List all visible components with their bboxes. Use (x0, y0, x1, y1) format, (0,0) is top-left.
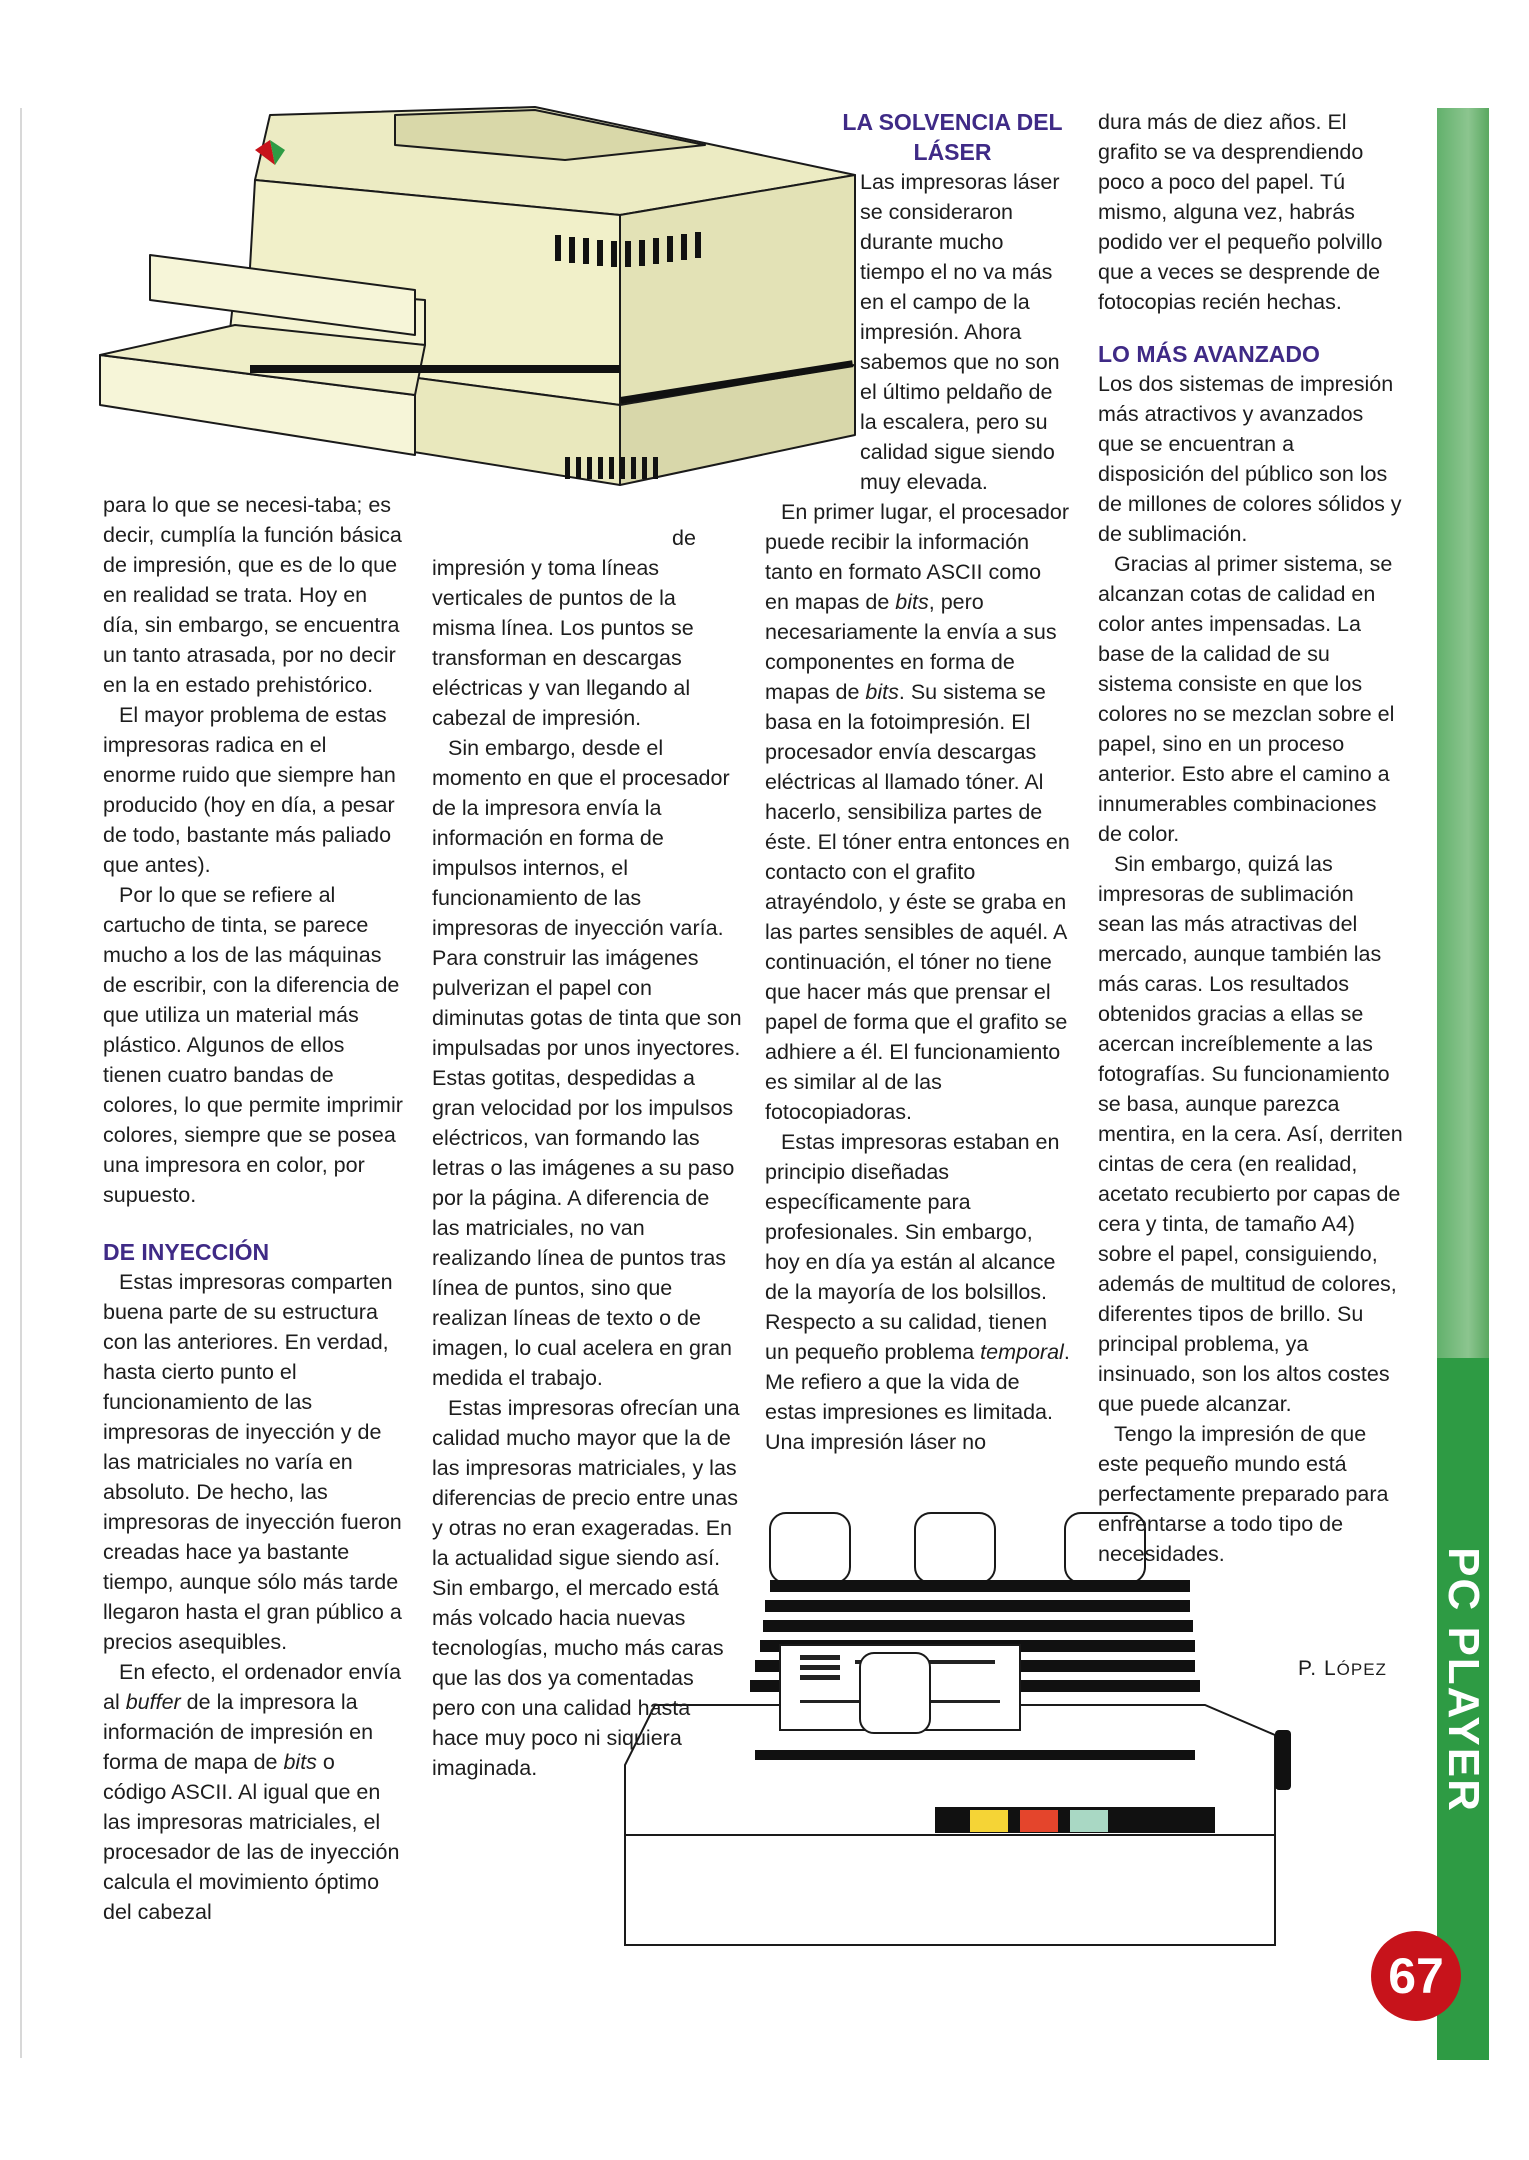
paragraph: Estas impresoras ofrecían una calidad mucho mayor que la de las impresoras matriciales, y las diferencias de precio entre unas y otras no eran exageradas. En la actualidad sigue siendo así. Sin embargo, el mercado está más volcado hacia nuevas tecnologías, mucho más caras que las dos ya comentadas pero con una calidad hasta hace muy poco ni siquiera imaginada. (432, 1396, 740, 1780)
laser-printer-illustration (95, 105, 875, 525)
paragraph: En efecto, el ordenador envía al buffer de la impresora la información de impresión en forma de mapa de bits o código ASCII. Al igual que en las impresoras matriciales, el procesador de las de inyección calcula el movimiento óptimo del cabezal (103, 1660, 402, 1924)
section-tab-label: PC PLAYER (1439, 1547, 1488, 1813)
sidebar-gradient (1437, 108, 1489, 1358)
paragraph: Gracias al primer sistema, se alcanzan cotas de calidad en color antes impensadas. La base de la calidad de su sistema consiste en que los colores no se mezclan sobre el papel, sino en un proceso anterior. Esto abre el camino a innumerables combinaciones de color. (1098, 552, 1395, 846)
paragraph-fragment: de (672, 526, 696, 550)
paragraph: Estas impresoras estaban en principio diseñadas específicamente para profesionales. Sin embargo, hoy en día ya están al alcance de la mayoría de los bolsillos. Respecto a su calidad, tienen un pequeño problema temporal. Me refiero a que la vida de estas impresiones es limitada. Una impresión láser no (765, 1130, 1070, 1454)
paragraph: En primer lugar, el procesador puede recibir la información tanto en formato ASCII como en mapas de bits, pero necesariamente la envía a sus componentes en forma de mapas de bits. Su sistema se basa en la fotoimpresión. El procesador envía descargas eléctricas al llamado tóner. Al hacerlo, sensibiliza partes de éste. El tóner entra entonces en contacto con el grafito atrayéndolo, y éste se graba en las partes sensibles de aquél. A continuación, el tóner no tiene que hacer más que prensar el papel de forma que el grafito se adhiere a él. El funcionamiento es similar al de las fotocopiadoras. (765, 500, 1070, 1124)
paragraph: Por lo que se refiere al cartucho de tinta, se parece mucho a los de las máquinas de escribir, con la diferencia de que utiliza un material más plástico. Algunos de ellos tienen cuatro bandas de colores, lo que permite imprimir colores, siempre que se posea una impresora en color, por supuesto. (103, 883, 403, 1207)
paragraph: Tengo la impresión de que este pequeño mundo está perfectamente preparado para enfrentarse a todo tipo de necesidades. (1098, 1422, 1389, 1566)
text-column-2 (432, 523, 742, 1783)
paragraph: para lo que se necesi-taba; es decir, cumplía la función básica de impresión, que es de lo que en realidad se trata. Hoy en día, sin embargo, se encuentra un tanto atrasada, por no decir en la en estado prehistórico. (103, 493, 402, 697)
paragraph: impresión y toma líneas verticales de puntos de la misma línea. Los puntos se transforman en descargas eléctricas y van llegando al cabezal de impresión. (432, 556, 694, 730)
section-heading-laser: LA SOLVENCIA DEL LÁSER (842, 109, 1063, 165)
paragraph: Los dos sistemas de impresión más atractivos y avanzados que se encuentran a disposición del público son los de millones de colores sólidos y de sublimación. (1098, 372, 1402, 546)
paragraph: Sin embargo, desde el momento en que el procesador de la impresora envía la información en forma de impulsos internos, el funcionamiento de las impresoras de inyección varía. Para construir las imágenes pulverizan el papel con diminutas gotas de tinta que son impulsadas por unos inyectores. Estas gotitas, despedidas a gran velocidad por los impulsos eléctricos, van formando las letras o las imágenes a su paso por la página. A diferencia de las matriciales, no van realizando línea de puntos tras línea de puntos, sino que realizan líneas de texto o de imagen, lo cual acelera en gran medida el trabajo. (432, 736, 742, 1390)
page-number-badge: 67 (1371, 1931, 1461, 2021)
text-column-1 (103, 490, 403, 1927)
section-heading-inyeccion: DE INYECCIÓN (103, 1239, 270, 1265)
left-edge-line (20, 108, 22, 2058)
text-column-3 (765, 107, 1070, 1457)
paragraph: dura más de diez años. El grafito se va desprendiendo poco a poco del papel. Tú mismo, alguna vez, habrás podido ver el pequeño polvillo que a veces se desprende de fotocopias recién hechas. (1098, 110, 1383, 314)
section-heading-avanzado: LO MÁS AVANZADO (1098, 341, 1320, 367)
paragraph: Estas impresoras comparten buena parte de su estructura con las anteriores. En verdad, hasta cierto punto el funcionamiento de las impresoras de inyección y de las matriciales no varía en absoluto. De hecho, las impresoras de inyección fueron creadas hace ya bastante tiempo, aunque sólo más tarde llegaron hasta el gran público a precios asequibles. (103, 1270, 402, 1654)
paragraph: Las impresoras láser se consideraron durante mucho tiempo el no va más en el campo de la impresión. Ahora sabemos que no son el último peldaño de la escalera, pero su calidad sigue siendo muy elevada. (860, 170, 1060, 494)
text-column-4 (1098, 107, 1403, 1569)
author-byline: P. LÓPEZ (1298, 1657, 1387, 1680)
paragraph: El mayor problema de estas impresoras radica en el enorme ruido que siempre han producido (hoy en día, a pesar de todo, bastante más paliado que antes). (103, 703, 396, 877)
paragraph: Sin embargo, quizá las impresoras de sublimación sean las más atractivas del mercado, aunque también las más caras. Los resultados obtenidos gracias a ellas se acercan increíblemente a las fotografías. Su funcionamiento se basa, aunque parezca mentira, en la cera. Así, derriten cintas de cera (en realidad, acetato recubierto por capas de cera y tinta, de tamaño A4) sobre el papel, consiguiendo, además de multitud de colores, diferentes tipos de brillo. Su principal problema, ya insinuado, son los altos costes que puede alcanzar. (1098, 852, 1403, 1416)
